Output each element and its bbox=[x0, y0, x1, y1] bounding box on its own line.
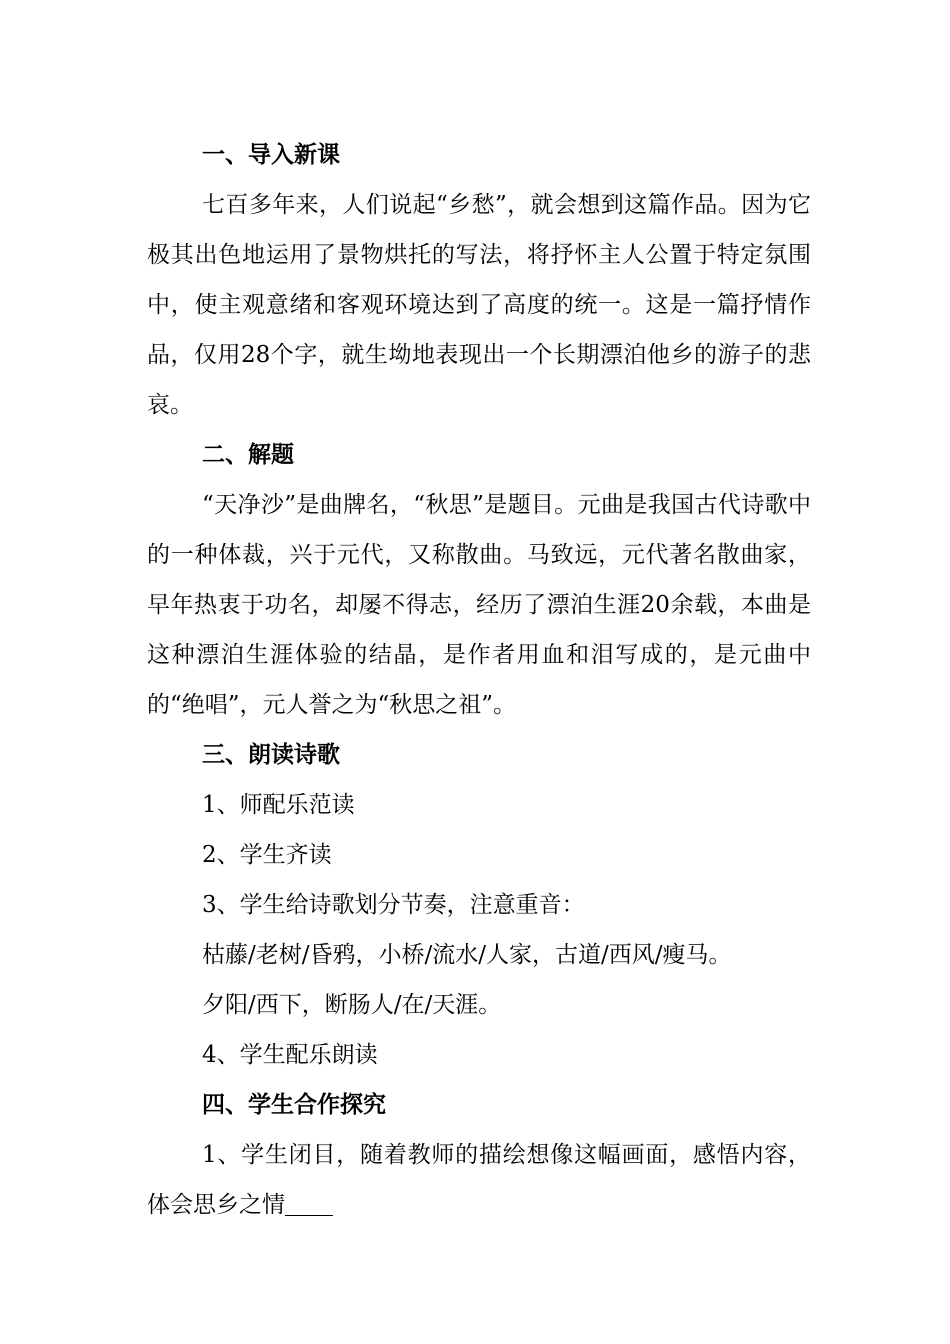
list-item: 2、学生齐读 bbox=[202, 842, 332, 868]
section-paragraph-intro: 七百多年来，人们说起“乡愁”，就会想到这篇作品。因为它极其出色地运用了景物烘托的写法，将抒怀主人公置于特定氛围中，使主观意绪和客观环境达到了高度的统一。这是一篇抒情作品，仅用28个字，就生坳地表现出一个长期漂泊他乡的游子的悲哀。 bbox=[147, 192, 811, 418]
list-item: 1、师配乐范读 bbox=[202, 792, 355, 818]
answer-blank bbox=[285, 1187, 333, 1216]
document-page bbox=[147, 130, 811, 1230]
section-heading-title-explanation: 二、解题 bbox=[202, 442, 294, 468]
inquiry-text: 1、学生闭目，随着教师的描绘想像这幅画面，感悟内容，体会思乡之情 bbox=[147, 1142, 811, 1218]
section-heading-inquiry: 四、学生合作探究 bbox=[202, 1092, 386, 1118]
list-item: 4、学生配乐朗读 bbox=[202, 1042, 378, 1068]
section-paragraph-inquiry bbox=[147, 1130, 811, 1230]
poem-line: 夕阳/西下，断肠人/在/天涯。 bbox=[202, 992, 502, 1018]
poem-line: 枯藤/老树/昏鸦，小桥/流水/人家，古道/西风/瘦马。 bbox=[202, 942, 732, 968]
section-heading-intro: 一、导入新课 bbox=[202, 142, 340, 168]
section-heading-reading: 三、朗读诗歌 bbox=[202, 742, 340, 768]
section-paragraph-title-explanation: “天净沙”是曲牌名，“秋思”是题目。元曲是我国古代诗歌中的一种体裁，兴于元代，又称散曲。马致远，元代著名散曲家，早年热衷于功名，却屡不得志，经历了漂泊生涯20余载，本曲是这种漂泊生涯体验的结晶，是作者用血和泪写成的，是元曲中的“绝唱”，元人誉之为“秋思之祖”。 bbox=[147, 492, 811, 718]
list-item: 3、学生给诗歌划分节奏，注意重音： bbox=[202, 892, 585, 918]
